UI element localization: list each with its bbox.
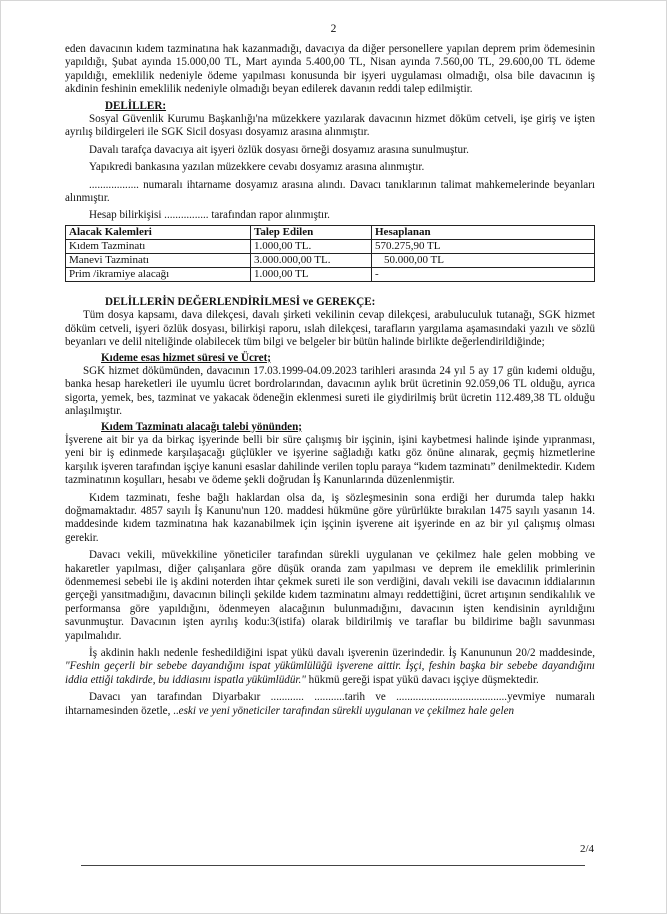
kidem-tazminati-heading <box>65 421 595 434</box>
table-row <box>66 239 595 253</box>
deliller-paragraph-3: Yapıkredi bankasına yazılan müzekkere cevabı dosyamız arasına alınmıştır. <box>89 161 425 174</box>
paragraph-4-start: İş akdinin haklı nedenle feshedildiğini ispat yükü davalı işverenin üzerindedir. İş Kanununun 20/2 maddesinde, <box>89 647 595 660</box>
table-cell: 1.000,00 TL. <box>251 239 372 253</box>
kidem-esas-paragraph: SGK hizmet dökümünden, davacının 17.03.1999-04.09.2023 tarihleri arasında 24 yıl 5 ay 17 gün kıdemi olduğu, banka hesap hareketleri ile uyumlu ücret bordrolarından, davacının aylık brüt ücretinin 92.059,06 TL olduğu, ayrıca sigorta, yemek, bes, tazminat ve yakacak ödeneğin eklenmesi sureti ile giydirilmiş brüt ücretin 112.489,38 TL olduğu anlaşılmıştır. <box>65 364 595 418</box>
table-cell: 1.000,00 TL <box>251 267 372 281</box>
table-cell: - <box>372 267 595 281</box>
kidem-tazminati-paragraph-1: İşverene ait bir ya da birkaç işyerinde belli bir süre çalışmış bir işçinin, işini kaybetmesi halinde işinde yıpranması, yeni bir iş edinmede karşılaşacağı güçlükler ve işyerine sağladığı katkı göz önüne alınarak, geçmiş hizmetlerine karşılık işveren tarafından işçiye kanuni esaslar dahilinde verilen toplu paraya “kıdem tazminatı” denilmektedir. Kıdem tazminatının koşulları, hesabı ve ödeme şekli doğrudan İş Kanunlarında düzenlenmiştir. <box>65 433 595 487</box>
table-row <box>66 267 595 281</box>
kidem-esas-heading <box>65 352 595 365</box>
paragraph-5-start: Davacı yan tarafından Diyarbakır ............ ...........tarih ve ........................................yevmiye numaralı ihtarnamesinden özetle, .. <box>65 691 595 717</box>
deliller-paragraph-4: .................. numaralı ihtarname dosyamız arasına alındı. Davacı tanıklarının talimat mahkemelerinde beyanları alınmıştır. <box>65 178 595 205</box>
deliller-paragraph-2: Davalı tarafça davacıya ait işyeri özlük dosyası örneği dosyamız arasına sunulmuştur. <box>89 143 469 156</box>
kidem-tazminati-paragraph-2: Kıdem tazminatı, feshe bağlı haklardan olsa da, iş sözleşmesinin sona erdiği her durumda talep hakkı doğmamaktadır. 4857 sayılı İş Kanunu'nun 120. maddesi hükmüne göre yürürlükte bırakılan 1475 sayılı yasanın 14. maddesinde kıdem tazminatına hak kazanabilmek için işçinin işverene ait işyerinde en az bir yıl çalışmış olması gerekir. <box>65 491 595 544</box>
table-cell: Manevi Tazminatı <box>66 253 251 267</box>
table-cell: Prim /ikramiye alacağı <box>66 267 251 281</box>
table-cell: 50.000,00 TL <box>372 253 595 267</box>
table-cell: 3.000.000,00 TL. <box>251 253 372 267</box>
table-header-cell: Hesaplanan <box>372 225 595 239</box>
page-number: 2 <box>330 23 337 35</box>
degerlendirme-heading: DELİLLERİN DEĞERLENDİRİLMESİ ve GEREKÇE: <box>105 295 376 308</box>
paragraph-5-quote: eski ve yeni yöneticiler tarafından sürekli uygulanan ve çekilmez hale gelen <box>178 704 515 717</box>
law-quote: "Feshin geçerli bir sebebe dayandığını ispat yükümlülüğü işverene aittir. İşçi, feshin başka bir sebebe dayandığını iddia ettiği takdirde, bu iddiasını ispatla yükümlüdür." <box>65 660 595 686</box>
kidem-tazminati-paragraph-4 <box>65 647 595 687</box>
table-header-row <box>66 225 595 239</box>
deliller-paragraph-5: Hesap bilirkişisi ................ tarafından rapor alınmıştır. <box>89 209 330 222</box>
deliller-heading: DELİLLER: <box>105 99 167 112</box>
table-cell: Kıdem Tazminatı <box>66 239 251 253</box>
table-cell: 570.275,90 TL <box>372 239 595 253</box>
kidem-tazminati-paragraph-3: Davacı vekili, müvekkiline yöneticiler tarafından sürekli uygulanan ve çekilmez hale gelen mobbing ve hakaretler yapılması, diğer çalışanlara göre düşük oranda zam yapılması ve deprem ile emeklilik primlerinin ödenmemesi sebebi ile iş akdini noterden ihtar çekmek sureti ile son verdiğini, davalı vekili ise davacının iddialarının gerçeği yansıtmadığını, davacının bilinçli şekilde kıdem tazminatını almayı reddettiğini, ücret artışının sendikalılık ve performansa göre yapıldığını, ödenmeyen alacağının bulunmadığını, davacının işten kendisinin ayrıldığını savunmuştur. Davacının işten ayrılış kodu:3(istifa) olarak bildirilmiş ve taraflar bu bildirime bağlı savunması yapılmalıdır. <box>65 549 595 642</box>
intro-paragraph: eden davacının kıdem tazminatına hak kazanmadığı, davacıya da diğer personellere yapılan deprem prim ödemesinin yapıldığı, Şubat ayında 15.000,00 TL, Mart ayında 5.400,00 TL, Nisan ayında 7.560,00 TL, 29.600,00 TL ödeme yapıldığı, emeklilik nedeniyle ödeme yapılması konusunda bir işyeri uygulaması olmadığı, olsa bile davacının iş akdinin feshinin emeklilik nedeniyle olmadığı beyan edilerek davanın reddi talep edilmiştir. <box>65 43 595 96</box>
page-content <box>65 43 595 718</box>
table-header-cell: Talep Edilen <box>251 225 372 239</box>
kidem-esas-heading-text: Kıdeme esas hizmet süresi ve Ücret; <box>101 351 271 364</box>
degerlendirme-paragraph: Tüm dosya kapsamı, dava dilekçesi, davalı şirketi vekilinin cevap dilekçesi, arabuluculuk tutanağı, SGK hizmet döküm cetveli, işyeri özlük dosyası, bilirkişi raporu, ıslah dilekçesi, tarafların yargılama aşamasındaki yazılı ve sözlü beyanları ve delil niteliğinde olabilecek tüm bilgi ve belgeler bir bütün halinde birlikte değerlendirildiğinde; <box>65 309 595 349</box>
kidem-tazminati-paragraph-5 <box>65 691 595 718</box>
table-header-cell: Alacak Kalemleri <box>66 225 251 239</box>
kidem-tazminati-heading-text: Kıdem Tazminatı alacağı talebi yönünden; <box>101 420 302 433</box>
footer-divider <box>81 865 585 866</box>
deliller-paragraph-1: Sosyal Güvenlik Kurumu Başkanlığı'na müzekkere yazılarak davacının hizmet döküm cetveli, işe giriş ve işten ayrılış bildirgeleri ile SGK Sicil dosyası dosyamız arasına alınmıştır. <box>65 113 595 139</box>
table-row <box>66 253 595 267</box>
page-counter: 2/4 <box>579 843 594 855</box>
paragraph-4-end: hükmü gereği ispat yükü davacı işçiye düşmektedir. <box>305 673 539 686</box>
claims-table <box>65 225 595 282</box>
